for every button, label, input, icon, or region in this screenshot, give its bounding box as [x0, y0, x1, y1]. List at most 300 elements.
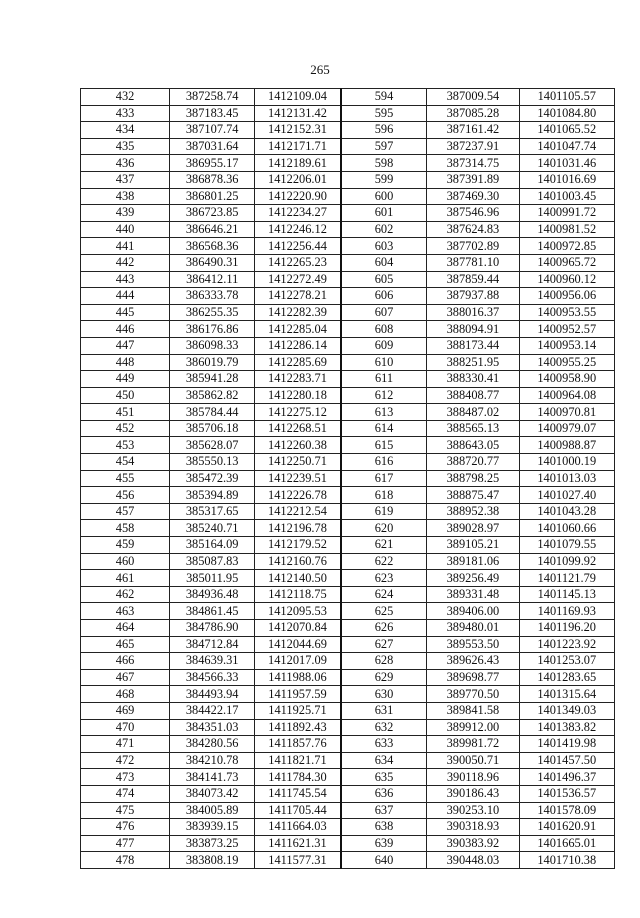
x-coordinate-left-cell: 384210.78 — [170, 752, 255, 769]
table-row — [81, 487, 615, 504]
y-coordinate-right-cell: 1401013.03 — [519, 470, 614, 487]
point-number-right-cell: 613 — [341, 404, 427, 421]
y-coordinate-right-cell: 1401145.13 — [519, 586, 614, 603]
table-row — [81, 553, 615, 570]
point-number-right-cell: 595 — [341, 105, 427, 122]
table-row — [81, 537, 615, 554]
y-coordinate-right-cell: 1401665.01 — [519, 835, 614, 852]
x-coordinate-right-cell: 390050.71 — [427, 752, 519, 769]
y-coordinate-right-cell: 1401710.38 — [519, 852, 614, 869]
y-coordinate-left-cell: 1412070.84 — [255, 620, 341, 637]
x-coordinate-left-cell: 387031.64 — [170, 138, 255, 155]
x-coordinate-left-cell: 386878.36 — [170, 171, 255, 188]
point-number-right-cell: 636 — [341, 785, 427, 802]
table-row — [81, 586, 615, 603]
y-coordinate-right-cell: 1400956.06 — [519, 288, 614, 305]
table-row — [81, 454, 615, 471]
point-number-left-cell: 448 — [81, 354, 170, 371]
x-coordinate-right-cell: 388487.02 — [427, 404, 519, 421]
point-number-left-cell: 461 — [81, 570, 170, 587]
x-coordinate-left-cell: 385317.65 — [170, 503, 255, 520]
y-coordinate-right-cell: 1401419.98 — [519, 736, 614, 753]
table-row — [81, 205, 615, 222]
x-coordinate-right-cell: 387469.30 — [427, 188, 519, 205]
y-coordinate-left-cell: 1412234.27 — [255, 205, 341, 222]
x-coordinate-right-cell: 389331.48 — [427, 586, 519, 603]
table-row — [81, 669, 615, 686]
x-coordinate-left-cell: 385862.82 — [170, 387, 255, 404]
point-number-left-cell: 436 — [81, 155, 170, 172]
table-row — [81, 354, 615, 371]
point-number-left-cell: 462 — [81, 586, 170, 603]
table-row — [81, 254, 615, 271]
y-coordinate-right-cell: 1401084.80 — [519, 105, 614, 122]
point-number-right-cell: 608 — [341, 321, 427, 338]
table-row — [81, 171, 615, 188]
table-row — [81, 387, 615, 404]
x-coordinate-left-cell: 384422.17 — [170, 702, 255, 719]
point-number-right-cell: 632 — [341, 719, 427, 736]
point-number-right-cell: 629 — [341, 669, 427, 686]
x-coordinate-left-cell: 384712.84 — [170, 636, 255, 653]
point-number-left-cell: 435 — [81, 138, 170, 155]
x-coordinate-left-cell: 385941.28 — [170, 371, 255, 388]
table-row — [81, 337, 615, 354]
y-coordinate-right-cell: 1401620.91 — [519, 819, 614, 836]
x-coordinate-left-cell: 385628.07 — [170, 437, 255, 454]
y-coordinate-right-cell: 1401016.69 — [519, 171, 614, 188]
point-number-right-cell: 602 — [341, 221, 427, 238]
y-coordinate-left-cell: 1412118.75 — [255, 586, 341, 603]
point-number-left-cell: 453 — [81, 437, 170, 454]
y-coordinate-left-cell: 1412282.39 — [255, 304, 341, 321]
y-coordinate-right-cell: 1400972.85 — [519, 238, 614, 255]
y-coordinate-left-cell: 1412131.42 — [255, 105, 341, 122]
x-coordinate-right-cell: 389841.58 — [427, 702, 519, 719]
x-coordinate-left-cell: 386723.85 — [170, 205, 255, 222]
x-coordinate-left-cell: 385087.83 — [170, 553, 255, 570]
table-row — [81, 620, 615, 637]
x-coordinate-left-cell: 385240.71 — [170, 520, 255, 537]
table-row — [81, 188, 615, 205]
x-coordinate-right-cell: 387161.42 — [427, 122, 519, 139]
point-number-left-cell: 445 — [81, 304, 170, 321]
y-coordinate-left-cell: 1411957.59 — [255, 686, 341, 703]
y-coordinate-left-cell: 1412044.69 — [255, 636, 341, 653]
y-coordinate-right-cell: 1400965.72 — [519, 254, 614, 271]
point-number-left-cell: 459 — [81, 537, 170, 554]
x-coordinate-right-cell: 389028.97 — [427, 520, 519, 537]
y-coordinate-right-cell: 1401223.92 — [519, 636, 614, 653]
x-coordinate-right-cell: 388408.77 — [427, 387, 519, 404]
x-coordinate-right-cell: 390448.03 — [427, 852, 519, 869]
y-coordinate-right-cell: 1401283.65 — [519, 669, 614, 686]
y-coordinate-left-cell: 1412250.71 — [255, 454, 341, 471]
x-coordinate-right-cell: 388251.95 — [427, 354, 519, 371]
y-coordinate-left-cell: 1412179.52 — [255, 537, 341, 554]
point-number-left-cell: 450 — [81, 387, 170, 404]
y-coordinate-left-cell: 1412275.12 — [255, 404, 341, 421]
x-coordinate-right-cell: 387237.91 — [427, 138, 519, 155]
x-coordinate-left-cell: 385394.89 — [170, 487, 255, 504]
x-coordinate-left-cell: 384351.03 — [170, 719, 255, 736]
table-row — [81, 371, 615, 388]
x-coordinate-right-cell: 389981.72 — [427, 736, 519, 753]
point-number-left-cell: 434 — [81, 122, 170, 139]
point-number-right-cell: 631 — [341, 702, 427, 719]
x-coordinate-right-cell: 388565.13 — [427, 420, 519, 437]
point-number-right-cell: 616 — [341, 454, 427, 471]
y-coordinate-right-cell: 1400988.87 — [519, 437, 614, 454]
point-number-left-cell: 452 — [81, 420, 170, 437]
y-coordinate-left-cell: 1411784.30 — [255, 769, 341, 786]
x-coordinate-left-cell: 384861.45 — [170, 603, 255, 620]
point-number-right-cell: 607 — [341, 304, 427, 321]
coordinates-table-body — [81, 89, 615, 869]
x-coordinate-left-cell: 386098.33 — [170, 337, 255, 354]
y-coordinate-left-cell: 1412152.31 — [255, 122, 341, 139]
table-row — [81, 802, 615, 819]
x-coordinate-right-cell: 387546.96 — [427, 205, 519, 222]
x-coordinate-right-cell: 390253.10 — [427, 802, 519, 819]
point-number-right-cell: 634 — [341, 752, 427, 769]
y-coordinate-right-cell: 1401169.93 — [519, 603, 614, 620]
y-coordinate-left-cell: 1412272.49 — [255, 271, 341, 288]
point-number-left-cell: 457 — [81, 503, 170, 520]
table-row — [81, 122, 615, 139]
x-coordinate-right-cell: 390318.93 — [427, 819, 519, 836]
point-number-left-cell: 472 — [81, 752, 170, 769]
y-coordinate-left-cell: 1412285.69 — [255, 354, 341, 371]
point-number-right-cell: 620 — [341, 520, 427, 537]
y-coordinate-right-cell: 1400964.08 — [519, 387, 614, 404]
y-coordinate-left-cell: 1412226.78 — [255, 487, 341, 504]
x-coordinate-right-cell: 389698.77 — [427, 669, 519, 686]
x-coordinate-right-cell: 390118.96 — [427, 769, 519, 786]
point-number-right-cell: 625 — [341, 603, 427, 620]
y-coordinate-right-cell: 1401105.57 — [519, 89, 614, 106]
point-number-right-cell: 598 — [341, 155, 427, 172]
point-number-left-cell: 437 — [81, 171, 170, 188]
x-coordinate-right-cell: 387624.83 — [427, 221, 519, 238]
point-number-left-cell: 474 — [81, 785, 170, 802]
x-coordinate-right-cell: 387009.54 — [427, 89, 519, 106]
point-number-left-cell: 465 — [81, 636, 170, 653]
point-number-right-cell: 612 — [341, 387, 427, 404]
point-number-left-cell: 463 — [81, 603, 170, 620]
y-coordinate-left-cell: 1411925.71 — [255, 702, 341, 719]
point-number-right-cell: 611 — [341, 371, 427, 388]
x-coordinate-left-cell: 383873.25 — [170, 835, 255, 852]
x-coordinate-right-cell: 388643.05 — [427, 437, 519, 454]
point-number-right-cell: 633 — [341, 736, 427, 753]
y-coordinate-right-cell: 1400960.12 — [519, 271, 614, 288]
x-coordinate-right-cell: 387391.89 — [427, 171, 519, 188]
table-row — [81, 105, 615, 122]
table-row — [81, 570, 615, 587]
point-number-left-cell: 477 — [81, 835, 170, 852]
x-coordinate-right-cell: 387859.44 — [427, 271, 519, 288]
x-coordinate-left-cell: 383939.15 — [170, 819, 255, 836]
point-number-left-cell: 439 — [81, 205, 170, 222]
point-number-right-cell: 639 — [341, 835, 427, 852]
y-coordinate-left-cell: 1412206.01 — [255, 171, 341, 188]
point-number-right-cell: 605 — [341, 271, 427, 288]
point-number-right-cell: 621 — [341, 537, 427, 554]
y-coordinate-left-cell: 1412280.18 — [255, 387, 341, 404]
table-row — [81, 702, 615, 719]
point-number-left-cell: 443 — [81, 271, 170, 288]
y-coordinate-left-cell: 1412212.54 — [255, 503, 341, 520]
point-number-left-cell: 458 — [81, 520, 170, 537]
x-coordinate-left-cell: 386801.25 — [170, 188, 255, 205]
y-coordinate-right-cell: 1400955.25 — [519, 354, 614, 371]
y-coordinate-left-cell: 1411988.06 — [255, 669, 341, 686]
x-coordinate-right-cell: 389770.50 — [427, 686, 519, 703]
table-row — [81, 503, 615, 520]
point-number-left-cell: 470 — [81, 719, 170, 736]
point-number-right-cell: 630 — [341, 686, 427, 703]
x-coordinate-left-cell: 384005.89 — [170, 802, 255, 819]
point-number-left-cell: 451 — [81, 404, 170, 421]
x-coordinate-left-cell: 386333.78 — [170, 288, 255, 305]
y-coordinate-left-cell: 1412286.14 — [255, 337, 341, 354]
y-coordinate-left-cell: 1412283.71 — [255, 371, 341, 388]
point-number-left-cell: 469 — [81, 702, 170, 719]
table-row — [81, 653, 615, 670]
x-coordinate-left-cell: 384936.48 — [170, 586, 255, 603]
y-coordinate-right-cell: 1401383.82 — [519, 719, 614, 736]
point-number-left-cell: 446 — [81, 321, 170, 338]
y-coordinate-right-cell: 1400981.52 — [519, 221, 614, 238]
table-row — [81, 819, 615, 836]
point-number-left-cell: 444 — [81, 288, 170, 305]
point-number-right-cell: 635 — [341, 769, 427, 786]
y-coordinate-right-cell: 1400958.90 — [519, 371, 614, 388]
y-coordinate-right-cell: 1401536.57 — [519, 785, 614, 802]
y-coordinate-right-cell: 1401253.07 — [519, 653, 614, 670]
x-coordinate-right-cell: 388173.44 — [427, 337, 519, 354]
y-coordinate-right-cell: 1400952.57 — [519, 321, 614, 338]
x-coordinate-left-cell: 387258.74 — [170, 89, 255, 106]
y-coordinate-right-cell: 1400979.07 — [519, 420, 614, 437]
y-coordinate-left-cell: 1411892.43 — [255, 719, 341, 736]
coordinates-table — [80, 88, 615, 869]
y-coordinate-right-cell: 1401315.64 — [519, 686, 614, 703]
y-coordinate-right-cell: 1401121.79 — [519, 570, 614, 587]
y-coordinate-left-cell: 1412285.04 — [255, 321, 341, 338]
table-row — [81, 304, 615, 321]
x-coordinate-right-cell: 389256.49 — [427, 570, 519, 587]
x-coordinate-right-cell: 389626.43 — [427, 653, 519, 670]
x-coordinate-right-cell: 389406.00 — [427, 603, 519, 620]
x-coordinate-left-cell: 384786.90 — [170, 620, 255, 637]
y-coordinate-left-cell: 1411821.71 — [255, 752, 341, 769]
point-number-right-cell: 619 — [341, 503, 427, 520]
y-coordinate-right-cell: 1401578.09 — [519, 802, 614, 819]
x-coordinate-right-cell: 387937.88 — [427, 288, 519, 305]
point-number-left-cell: 467 — [81, 669, 170, 686]
table-row — [81, 321, 615, 338]
y-coordinate-right-cell: 1401031.46 — [519, 155, 614, 172]
y-coordinate-right-cell: 1401196.20 — [519, 620, 614, 637]
x-coordinate-left-cell: 384566.33 — [170, 669, 255, 686]
point-number-right-cell: 610 — [341, 354, 427, 371]
y-coordinate-right-cell: 1401457.50 — [519, 752, 614, 769]
point-number-right-cell: 597 — [341, 138, 427, 155]
y-coordinate-left-cell: 1412196.78 — [255, 520, 341, 537]
table-row — [81, 736, 615, 753]
y-coordinate-right-cell: 1400970.81 — [519, 404, 614, 421]
x-coordinate-right-cell: 388330.41 — [427, 371, 519, 388]
y-coordinate-right-cell: 1401027.40 — [519, 487, 614, 504]
table-row — [81, 835, 615, 852]
y-coordinate-left-cell: 1412189.61 — [255, 155, 341, 172]
y-coordinate-left-cell: 1412220.90 — [255, 188, 341, 205]
point-number-left-cell: 455 — [81, 470, 170, 487]
point-number-left-cell: 473 — [81, 769, 170, 786]
x-coordinate-right-cell: 387314.75 — [427, 155, 519, 172]
x-coordinate-right-cell: 387702.89 — [427, 238, 519, 255]
point-number-left-cell: 442 — [81, 254, 170, 271]
x-coordinate-left-cell: 384073.42 — [170, 785, 255, 802]
y-coordinate-left-cell: 1412017.09 — [255, 653, 341, 670]
x-coordinate-right-cell: 390186.43 — [427, 785, 519, 802]
point-number-left-cell: 449 — [81, 371, 170, 388]
point-number-right-cell: 601 — [341, 205, 427, 222]
x-coordinate-left-cell: 385011.95 — [170, 570, 255, 587]
table-row — [81, 852, 615, 869]
table-row — [81, 437, 615, 454]
y-coordinate-left-cell: 1412246.12 — [255, 221, 341, 238]
point-number-right-cell: 618 — [341, 487, 427, 504]
x-coordinate-left-cell: 383808.19 — [170, 852, 255, 869]
point-number-left-cell: 432 — [81, 89, 170, 106]
point-number-right-cell: 609 — [341, 337, 427, 354]
point-number-right-cell: 637 — [341, 802, 427, 819]
y-coordinate-left-cell: 1412268.51 — [255, 420, 341, 437]
x-coordinate-right-cell: 388094.91 — [427, 321, 519, 338]
y-coordinate-left-cell: 1412239.51 — [255, 470, 341, 487]
point-number-right-cell: 624 — [341, 586, 427, 603]
point-number-left-cell: 454 — [81, 454, 170, 471]
x-coordinate-left-cell: 386568.36 — [170, 238, 255, 255]
point-number-right-cell: 596 — [341, 122, 427, 139]
point-number-left-cell: 464 — [81, 620, 170, 637]
point-number-right-cell: 628 — [341, 653, 427, 670]
point-number-right-cell: 622 — [341, 553, 427, 570]
x-coordinate-right-cell: 388952.38 — [427, 503, 519, 520]
x-coordinate-left-cell: 385784.44 — [170, 404, 255, 421]
x-coordinate-left-cell: 385706.18 — [170, 420, 255, 437]
table-row — [81, 719, 615, 736]
point-number-left-cell: 460 — [81, 553, 170, 570]
point-number-left-cell: 476 — [81, 819, 170, 836]
x-coordinate-left-cell: 384493.94 — [170, 686, 255, 703]
point-number-right-cell: 626 — [341, 620, 427, 637]
point-number-left-cell: 478 — [81, 852, 170, 869]
y-coordinate-left-cell: 1412265.23 — [255, 254, 341, 271]
table-row — [81, 155, 615, 172]
y-coordinate-left-cell: 1412260.38 — [255, 437, 341, 454]
x-coordinate-right-cell: 387781.10 — [427, 254, 519, 271]
y-coordinate-left-cell: 1411664.03 — [255, 819, 341, 836]
x-coordinate-left-cell: 387183.45 — [170, 105, 255, 122]
point-number-right-cell: 617 — [341, 470, 427, 487]
x-coordinate-left-cell: 386019.79 — [170, 354, 255, 371]
point-number-right-cell: 615 — [341, 437, 427, 454]
x-coordinate-left-cell: 385164.09 — [170, 537, 255, 554]
y-coordinate-right-cell: 1401003.45 — [519, 188, 614, 205]
x-coordinate-right-cell: 387085.28 — [427, 105, 519, 122]
y-coordinate-left-cell: 1412256.44 — [255, 238, 341, 255]
point-number-right-cell: 606 — [341, 288, 427, 305]
x-coordinate-left-cell: 384141.73 — [170, 769, 255, 786]
x-coordinate-left-cell: 386646.21 — [170, 221, 255, 238]
table-row — [81, 271, 615, 288]
table-row — [81, 238, 615, 255]
y-coordinate-left-cell: 1412171.71 — [255, 138, 341, 155]
x-coordinate-left-cell: 386412.11 — [170, 271, 255, 288]
point-number-left-cell: 468 — [81, 686, 170, 703]
x-coordinate-right-cell: 389912.00 — [427, 719, 519, 736]
x-coordinate-right-cell: 389181.06 — [427, 553, 519, 570]
x-coordinate-right-cell: 388798.25 — [427, 470, 519, 487]
y-coordinate-right-cell: 1400953.14 — [519, 337, 614, 354]
x-coordinate-right-cell: 390383.92 — [427, 835, 519, 852]
x-coordinate-right-cell: 388720.77 — [427, 454, 519, 471]
table-row — [81, 520, 615, 537]
y-coordinate-right-cell: 1401065.52 — [519, 122, 614, 139]
point-number-right-cell: 638 — [341, 819, 427, 836]
point-number-right-cell: 599 — [341, 171, 427, 188]
x-coordinate-right-cell: 388875.47 — [427, 487, 519, 504]
point-number-left-cell: 447 — [81, 337, 170, 354]
x-coordinate-left-cell: 385550.13 — [170, 454, 255, 471]
point-number-right-cell: 603 — [341, 238, 427, 255]
point-number-left-cell: 466 — [81, 653, 170, 670]
point-number-left-cell: 475 — [81, 802, 170, 819]
table-row — [81, 769, 615, 786]
point-number-right-cell: 640 — [341, 852, 427, 869]
x-coordinate-left-cell: 387107.74 — [170, 122, 255, 139]
y-coordinate-right-cell: 1401349.03 — [519, 702, 614, 719]
x-coordinate-left-cell: 386490.31 — [170, 254, 255, 271]
y-coordinate-left-cell: 1412095.53 — [255, 603, 341, 620]
point-number-left-cell: 456 — [81, 487, 170, 504]
point-number-left-cell: 471 — [81, 736, 170, 753]
x-coordinate-right-cell: 389553.50 — [427, 636, 519, 653]
y-coordinate-left-cell: 1412109.04 — [255, 89, 341, 106]
x-coordinate-left-cell: 384280.56 — [170, 736, 255, 753]
table-row — [81, 470, 615, 487]
table-row — [81, 89, 615, 106]
x-coordinate-right-cell: 389480.01 — [427, 620, 519, 637]
point-number-right-cell: 627 — [341, 636, 427, 653]
point-number-right-cell: 623 — [341, 570, 427, 587]
point-number-right-cell: 594 — [341, 89, 427, 106]
y-coordinate-right-cell: 1401043.28 — [519, 503, 614, 520]
y-coordinate-right-cell: 1400953.55 — [519, 304, 614, 321]
x-coordinate-left-cell: 384639.31 — [170, 653, 255, 670]
y-coordinate-right-cell: 1401060.66 — [519, 520, 614, 537]
table-row — [81, 752, 615, 769]
x-coordinate-right-cell: 388016.37 — [427, 304, 519, 321]
table-row — [81, 420, 615, 437]
y-coordinate-right-cell: 1401099.92 — [519, 553, 614, 570]
y-coordinate-left-cell: 1412140.50 — [255, 570, 341, 587]
y-coordinate-right-cell: 1401047.74 — [519, 138, 614, 155]
